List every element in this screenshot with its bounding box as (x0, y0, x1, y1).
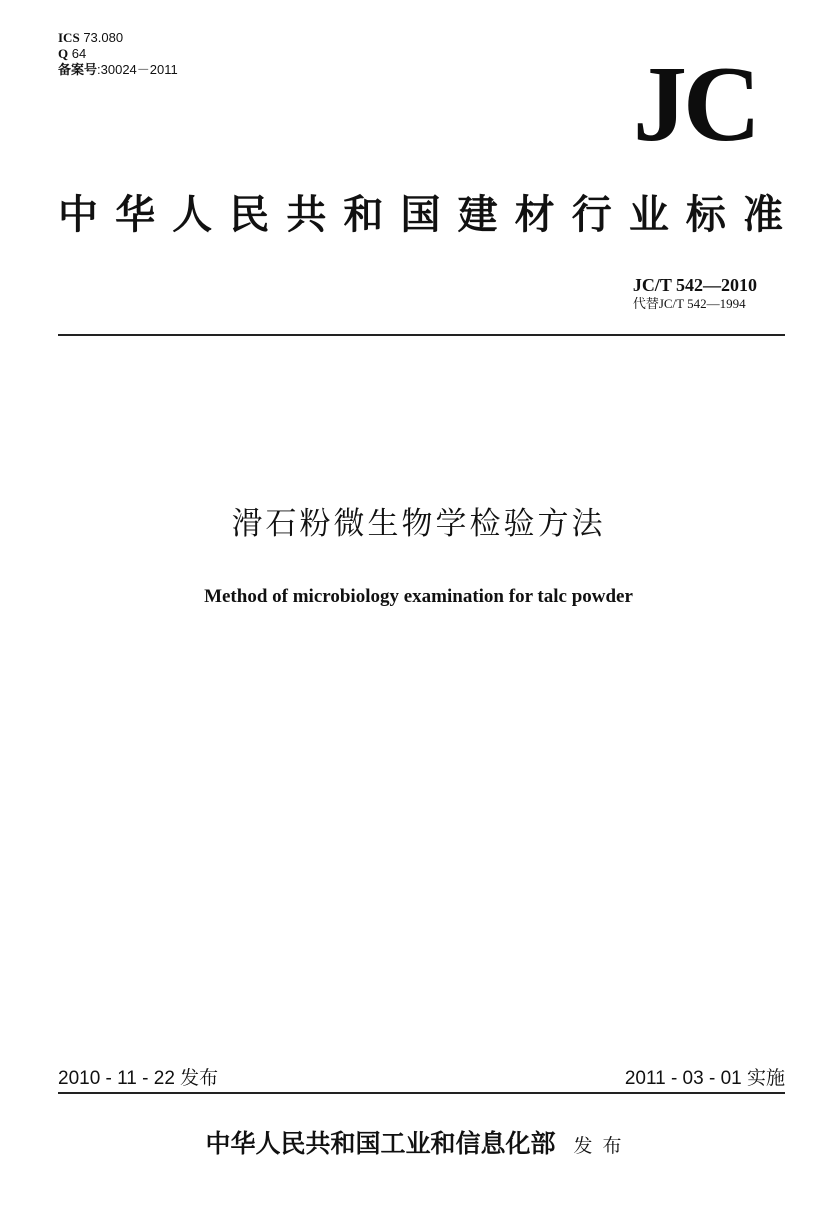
ics-value: 73.080 (83, 30, 124, 45)
issuer-action: 发布 (573, 1135, 632, 1157)
standard-number-block (633, 274, 757, 311)
ccs-label: Q (58, 46, 69, 61)
ics-label: ICS (58, 30, 80, 45)
ics-code (58, 30, 123, 45)
replaces-standard: 代替JC/T 542—1994 (632, 296, 746, 311)
document-title-cn: 滑石粉微生物学检验方法 (231, 506, 606, 542)
ccs-code (58, 46, 86, 61)
standard-code: JC/T 542—2010 (632, 275, 757, 295)
footer-divider (58, 1092, 785, 1094)
jc-logo: JC (633, 45, 757, 164)
issuer-line (0, 1124, 837, 1166)
filing-number (58, 62, 178, 77)
issue-date: 2010 - 11 - 22 发布 (58, 1068, 219, 1089)
issuer-name: 中华人民共和国工业和信息化部 (205, 1129, 556, 1158)
filing-label: 备案号 (58, 62, 98, 77)
header-divider (58, 334, 785, 336)
filing-value: :30024－2011 (97, 62, 178, 77)
effective-date: 2011 - 03 - 01 实施 (624, 1068, 785, 1089)
document-title-en: Method of microbiology examination for talc powder (204, 586, 633, 607)
ccs-value: 64 (71, 46, 87, 61)
standard-category-title: 中华人民共和国建材行业标准 (58, 191, 785, 238)
